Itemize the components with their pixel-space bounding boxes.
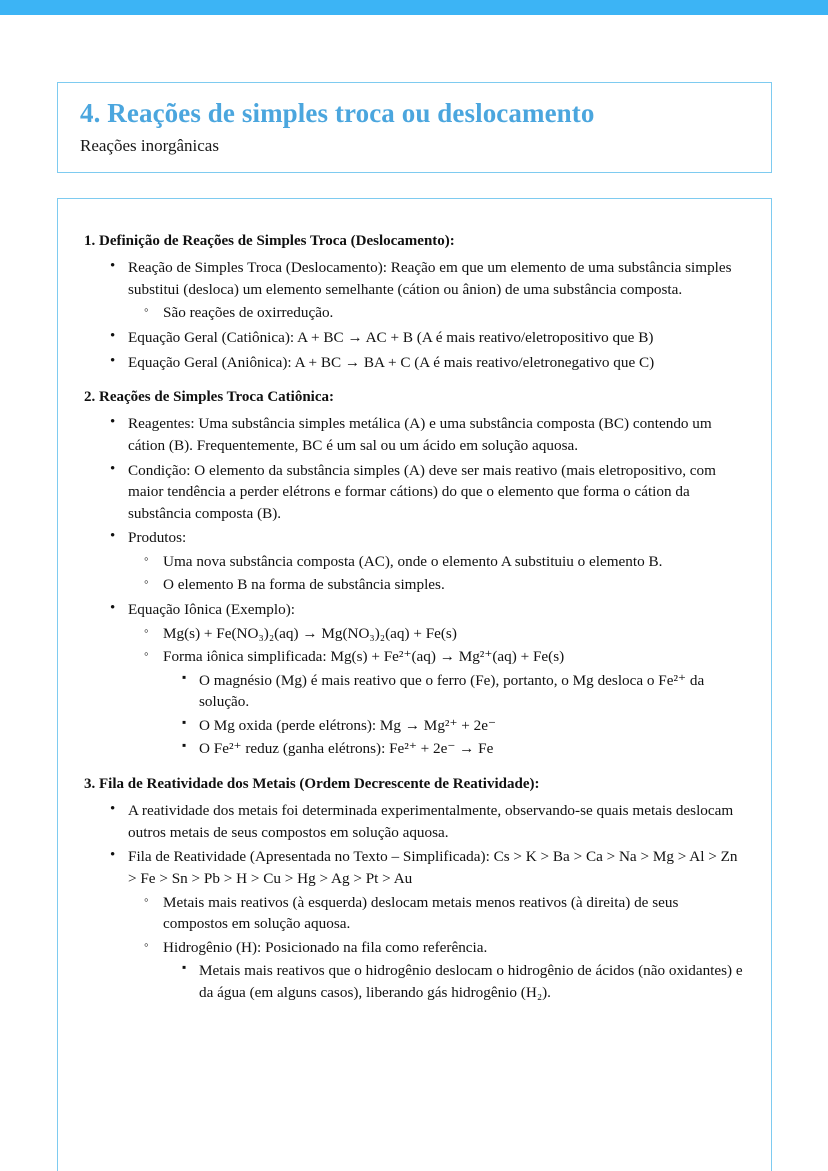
list-item-text: Metais mais reativos (à esquerda) deslocam metais menos reativos (à direita) de seus compostos em solução aquosa. — [163, 893, 679, 933]
list-item-text: Reagentes: Uma substância simples metálica (A) e uma substância composta (BC) contendo um cátion (B). Frequentemente, BC é um sal ou um ácido em solução aquosa. — [128, 415, 712, 454]
list-item — [108, 352, 745, 374]
bullet-list-level-2 — [128, 551, 745, 596]
list-item-text: Forma iônica simplificada: Mg(s) + Fe²⁺(aq) → Mg²⁺(aq) + Fe(s) — [163, 648, 565, 666]
list-item — [142, 892, 745, 935]
list-item — [142, 302, 745, 324]
bullet-list-level-2 — [128, 892, 745, 1004]
list-item-text: Produtos: — [128, 529, 187, 547]
page-title: 4. Reações de simples troca ou deslocamento — [80, 98, 595, 128]
list-item-text: Reação de Simples Troca (Deslocamento): Reação em que um elemento de uma substância simples substitui (desloca) um elemento semelhante (cátion ou ânion) de uma substância composta. — [128, 259, 732, 298]
list-item-text: Metais mais reativos que o hidrogênio deslocam o hidrogênio de ácidos (não oxidantes) e da água (em alguns casos), liberando gás hidrogênio (H₂). — [199, 962, 743, 1001]
sections-container — [84, 231, 745, 1004]
list-item — [142, 646, 745, 760]
bullet-list-level-3 — [163, 670, 745, 760]
list-item-text: O magnésio (Mg) é mais reativo que o ferro (Fe), portanto, o Mg desloca o Fe²⁺ da solução. — [199, 671, 705, 711]
list-item-text: Equação Geral (Aniônica): A + BC → BA + C (A é mais reativo/eletronegativo que C) — [128, 353, 655, 371]
bullet-list-level-1 — [84, 413, 745, 760]
list-item-text: O elemento B na forma de substância simples. — [163, 576, 445, 594]
list-item — [108, 257, 745, 324]
list-item-text: Condição: O elemento da substância simples (A) deve ser mais reativo (mais eletropositivo, com maior tendência a perder elétrons e formar cátions) do que o elemento que forma o cátion da substância composta (B). — [128, 461, 716, 522]
list-item — [179, 960, 745, 1003]
list-item-text: O Fe²⁺ reduz (ganha elétrons): Fe²⁺ + 2e⁻ → Fe — [199, 740, 494, 758]
list-item-text: Mg(s) + Fe(NO₃)₂(aq) → Mg(NO₃)₂(aq) + Fe(s) — [163, 624, 457, 642]
list-item — [108, 413, 745, 456]
section-heading: 3. Fila de Reatividade dos Metais (Ordem Decrescente de Reatividade): — [84, 776, 540, 793]
list-item — [179, 738, 745, 760]
list-item — [108, 527, 745, 596]
list-item — [108, 800, 745, 843]
list-item-text: A reatividade dos metais foi determinada experimentalmente, observando-se quais metais deslocam outros metais de seus compostos em solução aquosa. — [128, 802, 734, 841]
bullet-list-level-2 — [128, 302, 745, 324]
top-accent-bar — [0, 0, 828, 15]
list-item — [108, 599, 745, 760]
list-item — [142, 574, 745, 596]
section-heading: 1. Definição de Reações de Simples Troca (Deslocamento): — [84, 233, 455, 249]
list-item-text: O Mg oxida (perde elétrons): Mg → Mg²⁺ + 2e⁻ — [199, 716, 496, 734]
list-item — [179, 670, 745, 713]
list-item-text: Fila de Reatividade (Apresentada no Texto – Simplificada): Cs > K > Ba > Ca > Na > Mg > Al > Zn > Fe > Sn > Pb > H > Cu > Hg > Ag > Pt > Au — [128, 848, 738, 888]
list-item-text: Hidrogênio (H): Posicionado na fila como referência. — [163, 938, 488, 956]
bullet-list-level-3 — [163, 960, 745, 1003]
list-item-text: Equação Iônica (Exemplo): — [128, 601, 295, 619]
list-item — [179, 715, 745, 737]
bullet-list-level-1 — [84, 257, 745, 373]
bullet-list-level-2 — [128, 623, 745, 760]
list-item — [108, 327, 745, 349]
page-subtitle: Reações inorgânicas — [80, 135, 219, 155]
section-heading: 2. Reações de Simples Troca Catiônica: — [84, 389, 334, 406]
list-item — [142, 551, 745, 573]
list-item — [142, 937, 745, 1004]
bullet-list-level-1 — [84, 800, 745, 1003]
list-item-text: Equação Geral (Catiônica): A + BC → AC + B (A é mais reativo/eletropositivo que B) — [128, 328, 654, 346]
document-header-box — [57, 82, 772, 173]
list-item-text: Uma nova substância composta (AC), onde o elemento A substituiu o elemento B. — [163, 552, 663, 570]
list-item — [108, 846, 745, 1003]
list-item — [108, 460, 745, 525]
list-item-text: São reações de oxirredução. — [163, 304, 334, 322]
list-item — [142, 623, 745, 645]
document-content-box — [57, 198, 772, 1171]
